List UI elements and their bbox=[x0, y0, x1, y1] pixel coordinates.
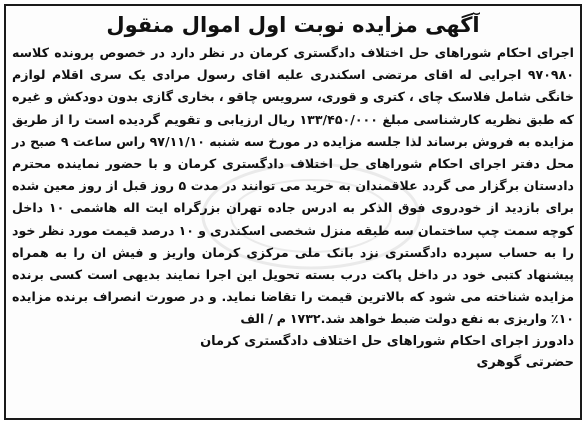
notice-signature: دادورز اجرای احکام شوراهای حل اختلاف دادگستری کرمان bbox=[200, 333, 574, 349]
notice-body: اجرای احکام شوراهای حل اختلاف دادگستری کرمان در نظر دارد در خصوص پرونده کلاسه ۹۷۰۹۸۰ اجرایی له اقای مرتضی اسکندری علیه اقای رسول مرادی یک سری اقلام لوازم خانگی شامل فلاسک چای ، کتری و قوری، سرویس چاقو ، بخاری گازی بدون دودکش و غیره که طبق نظریه کارشناسی مبلغ ۱۳۳/۴۵۰/۰۰۰ ریال ارزیابی و تقویم گردیده است را از طریق مزایده به فروش برساند لذا جلسه مزایده در مورخ سه شنبه ۹۷/۱۱/۱۰ راس ساعت ۹ صبح در محل دفتر اجرای احکام شوراهای حل اختلاف دادگستری کرمان و با حضور نماینده محترم دادستان برگزار می گردد علاقمندان به خرید می توانند در مدت ۵ روز قبل از روز معین شده برای بازدید از خودروی فوق الذکر به ادرس جاده تهران بزرگراه ایت اله هاشمی ۱۰ داخل کوچه سمت چپ ساختمان سه طبقه منزل شخصی اسکندری و ۱۰ درصد قیمت مورد نظر خود را به حساب سپرده دادگستری نزد بانک ملی مرکزی کرمان واریز و فیش ان را به همراه پیشنهاد کتبی خود در داخل پاکت درب بسته تحویل این اجرا نمایند بدیهی است کسی برنده مزایده شناخته می شود که بالاترین قیمت را تقاضا نماید. و در صورت انصراف برنده مزایده ۱۰٪ واریزی به نفع دولت ضبط خواهد شد.۱۷۳۲ م / الف bbox=[12, 45, 575, 327]
notice-frame bbox=[4, 4, 582, 420]
notice-signatory-name: حضرتی گوهری bbox=[476, 354, 574, 370]
notice-title: آگهی مزایده نوبت اول اموال منقول bbox=[106, 13, 480, 37]
notice-content bbox=[12, 10, 574, 414]
